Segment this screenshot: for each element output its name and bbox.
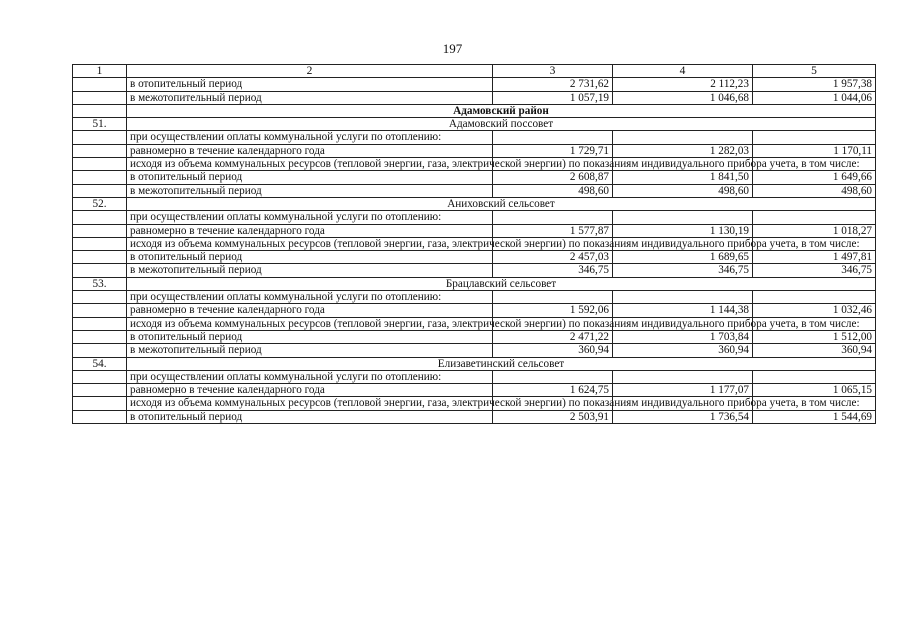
empty-cell <box>73 131 127 144</box>
value-cell: 1 841,50 <box>613 171 753 184</box>
row-label: в межотопительный период <box>127 264 493 277</box>
section-name: Брацлавский сельсовет <box>127 277 876 290</box>
value-cell: 2 608,87 <box>493 171 613 184</box>
row-label: равномерно в течение календарного года <box>127 384 493 397</box>
value-cell: 1 130,19 <box>613 224 753 237</box>
column-header: 1 <box>73 65 127 78</box>
value-cell: 1 577,87 <box>493 224 613 237</box>
row-label: при осуществлении оплаты коммунальной услуги по отоплению: <box>127 370 493 383</box>
empty-cell <box>73 211 127 224</box>
value-cell: 2 503,91 <box>493 410 613 423</box>
empty-cell <box>613 211 753 224</box>
empty-cell <box>753 291 876 304</box>
table-row <box>73 384 876 397</box>
column-header: 5 <box>753 65 876 78</box>
table-row <box>73 158 876 171</box>
table-row <box>73 251 876 264</box>
column-header: 2 <box>127 65 493 78</box>
row-label: в отопительный период <box>127 251 493 264</box>
table-row <box>73 78 876 91</box>
empty-cell <box>73 317 127 330</box>
empty-cell <box>73 251 127 264</box>
section-number: 54. <box>73 357 127 370</box>
column-header: 3 <box>493 65 613 78</box>
row-label: равномерно в течение календарного года <box>127 224 493 237</box>
empty-cell <box>613 370 753 383</box>
empty-cell <box>73 171 127 184</box>
empty-cell <box>613 131 753 144</box>
empty-cell <box>73 397 127 410</box>
table-row <box>73 184 876 197</box>
empty-cell <box>73 344 127 357</box>
value-cell: 1 282,03 <box>613 144 753 157</box>
empty-cell <box>73 330 127 343</box>
section-number: 51. <box>73 118 127 131</box>
value-cell: 1 649,66 <box>753 171 876 184</box>
value-cell: 1 144,38 <box>613 304 753 317</box>
value-cell: 1 018,27 <box>753 224 876 237</box>
table-row <box>73 410 876 423</box>
row-label: при осуществлении оплаты коммунальной услуги по отоплению: <box>127 211 493 224</box>
row-label: равномерно в течение календарного года <box>127 144 493 157</box>
table-row <box>73 304 876 317</box>
empty-cell <box>493 291 613 304</box>
tariff-table <box>72 64 876 424</box>
value-cell: 1 497,81 <box>753 251 876 264</box>
row-label: в межотопительный период <box>127 91 493 104</box>
value-cell: 1 544,69 <box>753 410 876 423</box>
empty-cell <box>73 91 127 104</box>
value-cell: 2 112,23 <box>613 78 753 91</box>
empty-cell <box>73 104 127 117</box>
value-cell: 2 471,22 <box>493 330 613 343</box>
empty-cell <box>753 211 876 224</box>
row-label: исходя из объема коммунальных ресурсов (тепловой энергии, газа, электрической энергии) по показаниям индивидуального прибора учета, в том числе: <box>127 237 493 250</box>
row-label: исходя из объема коммунальных ресурсов (тепловой энергии, газа, электрической энергии) по показаниям индивидуального прибора учета, в том числе: <box>127 158 493 171</box>
row-label: в отопительный период <box>127 78 493 91</box>
table-row <box>73 224 876 237</box>
empty-cell <box>73 410 127 423</box>
value-cell: 1 703,84 <box>613 330 753 343</box>
empty-cell <box>753 370 876 383</box>
value-cell: 2 457,03 <box>493 251 613 264</box>
table-row <box>73 330 876 343</box>
value-cell: 1 624,75 <box>493 384 613 397</box>
row-label: в межотопительный период <box>127 184 493 197</box>
table-row <box>73 237 876 250</box>
value-cell: 1 170,11 <box>753 144 876 157</box>
empty-cell <box>73 384 127 397</box>
row-label: в отопительный период <box>127 330 493 343</box>
section-row <box>73 357 876 370</box>
table-row <box>73 211 876 224</box>
section-number: 53. <box>73 277 127 290</box>
empty-cell <box>73 370 127 383</box>
table-row <box>73 91 876 104</box>
empty-cell <box>753 131 876 144</box>
empty-cell <box>73 224 127 237</box>
value-cell: 1 689,65 <box>613 251 753 264</box>
section-name: Адамовский поссовет <box>127 118 876 131</box>
empty-cell <box>73 144 127 157</box>
empty-cell <box>73 304 127 317</box>
section-row <box>73 277 876 290</box>
value-cell: 1 032,46 <box>753 304 876 317</box>
column-header: 4 <box>613 65 753 78</box>
page-number: 197 <box>442 41 463 56</box>
empty-cell <box>493 131 613 144</box>
section-number: 52. <box>73 197 127 210</box>
section-row <box>73 197 876 210</box>
value-cell: 346,75 <box>753 264 876 277</box>
value-cell: 1 177,07 <box>613 384 753 397</box>
table-row <box>73 397 876 410</box>
row-label: исходя из объема коммунальных ресурсов (тепловой энергии, газа, электрической энергии) по показаниям индивидуального прибора учета, в том числе: <box>127 397 493 410</box>
value-cell: 360,94 <box>613 344 753 357</box>
empty-cell <box>613 291 753 304</box>
table-row <box>73 171 876 184</box>
value-cell: 360,94 <box>493 344 613 357</box>
value-cell: 1 057,19 <box>493 91 613 104</box>
section-name: Аниховский сельсовет <box>127 197 876 210</box>
empty-cell <box>73 78 127 91</box>
header-row <box>73 65 876 78</box>
value-cell: 1 736,54 <box>613 410 753 423</box>
section-name: Елизаветинский сельсовет <box>127 357 876 370</box>
table-row <box>73 344 876 357</box>
value-cell: 346,75 <box>613 264 753 277</box>
value-cell: 498,60 <box>753 184 876 197</box>
table-row <box>73 317 876 330</box>
row-label: исходя из объема коммунальных ресурсов (тепловой энергии, газа, электрической энергии) по показаниям индивидуального прибора учета, в том числе: <box>127 317 493 330</box>
value-cell: 1 065,15 <box>753 384 876 397</box>
row-label: при осуществлении оплаты коммунальной услуги по отоплению: <box>127 131 493 144</box>
empty-cell <box>73 158 127 171</box>
value-cell: 1 046,68 <box>613 91 753 104</box>
row-label: в межотопительный период <box>127 344 493 357</box>
table-row <box>73 291 876 304</box>
row-label: в отопительный период <box>127 171 493 184</box>
value-cell: 360,94 <box>753 344 876 357</box>
empty-cell <box>73 264 127 277</box>
value-cell: 498,60 <box>613 184 753 197</box>
value-cell: 498,60 <box>493 184 613 197</box>
district-title: Адамовский район <box>127 104 876 117</box>
row-label: в отопительный период <box>127 410 493 423</box>
empty-cell <box>73 291 127 304</box>
row-label: равномерно в течение календарного года <box>127 304 493 317</box>
empty-cell <box>73 184 127 197</box>
table-row <box>73 144 876 157</box>
value-cell: 1 729,71 <box>493 144 613 157</box>
table-row <box>73 131 876 144</box>
district-row <box>73 104 876 117</box>
row-label: при осуществлении оплаты коммунальной услуги по отоплению: <box>127 291 493 304</box>
value-cell: 1 957,38 <box>753 78 876 91</box>
value-cell: 1 512,00 <box>753 330 876 343</box>
value-cell: 1 592,06 <box>493 304 613 317</box>
section-row <box>73 118 876 131</box>
value-cell: 1 044,06 <box>753 91 876 104</box>
table-row <box>73 370 876 383</box>
value-cell: 346,75 <box>493 264 613 277</box>
empty-cell <box>493 370 613 383</box>
empty-cell <box>493 211 613 224</box>
table-row <box>73 264 876 277</box>
empty-cell <box>73 237 127 250</box>
value-cell: 2 731,62 <box>493 78 613 91</box>
